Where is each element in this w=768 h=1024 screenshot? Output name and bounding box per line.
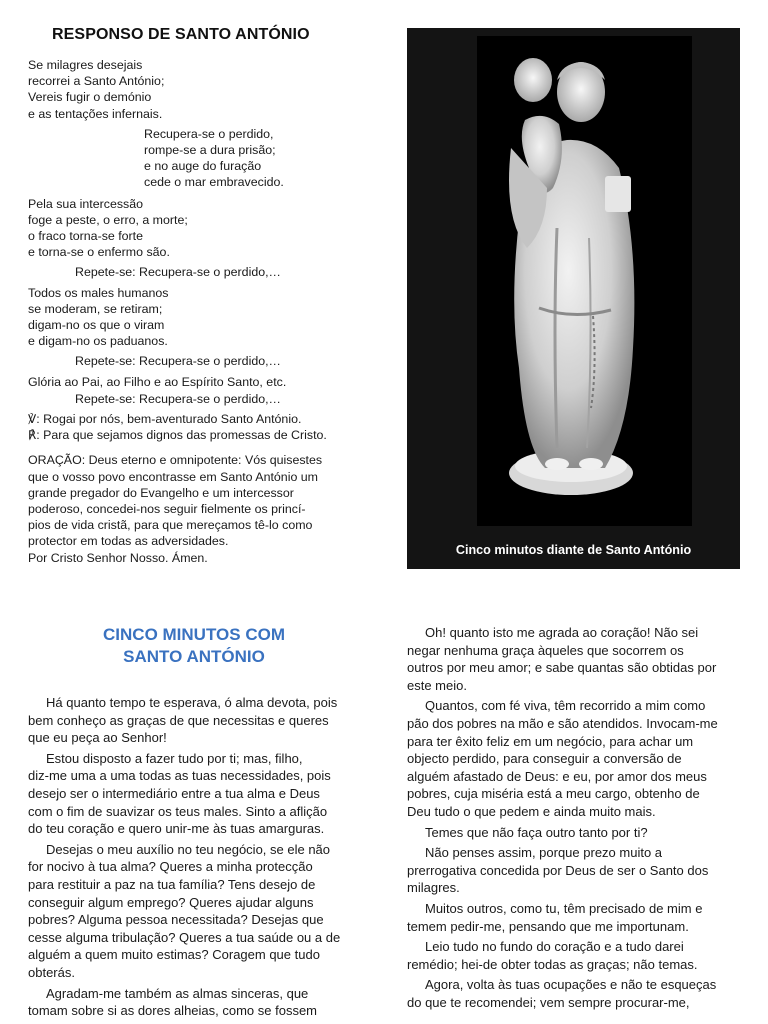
refrain (28, 126, 368, 191)
repete-line: Repete-se: Recupera-se o perdido,… (75, 265, 281, 280)
text-line: Muitos outros, como tu, têm precisado de mim e (425, 900, 703, 916)
paragraph (28, 841, 362, 982)
text-line: alguém afastado de Deus: e eu, por amor dos meus (407, 768, 707, 784)
verse-line: Vereis fugir o demónio (28, 90, 152, 105)
text-line: Oh! quanto isto me agrada ao coração! Não sei (425, 625, 699, 640)
text-line: Deu tudo o que pedem e ainda muito mais. (407, 803, 656, 819)
oracao-line: protector em todas as adversidades. (28, 534, 229, 549)
paragraph (28, 750, 362, 838)
verse-line: e digam-no os paduanos. (28, 334, 168, 349)
text-line: tomam sobre si as dores alheias, como se fossem (28, 1003, 318, 1019)
oracao-line: grande pregador do Evangelho e um intercessor (28, 485, 294, 500)
right-column-text (407, 624, 741, 1014)
text-line: cesse alguma tribulação? Queres a tua saúde ou a de (28, 929, 341, 945)
text-line: Não penses assim, porque prezo muito a (425, 845, 663, 861)
repete-line: Repete-se: Recupera-se o perdido,… (75, 391, 281, 406)
left-column-text (28, 694, 362, 1023)
text-line: diz-me uma a uma todas as tuas necessidades, pois (28, 768, 331, 784)
text-line: pão dos pobres na mão e são atendidos. Invocam-me (407, 715, 718, 731)
text-line: Leio tudo no fundo do coração e a tudo darei (425, 939, 684, 955)
paragraph (407, 624, 741, 694)
text-line: Há quanto tempo te esperava, ó alma devota, pois (46, 695, 338, 710)
text-line: outros por meu amor; e sabe quantas são obtidas por (407, 660, 717, 676)
text-line: Agradam-me também as almas sinceras, que (46, 985, 309, 1001)
paragraph (407, 938, 741, 973)
paragraph (28, 694, 362, 747)
statue-illustration (407, 28, 740, 569)
verse-line: recorrei a Santo António; (28, 74, 165, 89)
text-line: Temes que não faça outro tanto por ti? (425, 824, 648, 840)
text-line: remédio; hei-de obter todas as graças; não temas. (407, 956, 698, 972)
verse-line: Pela sua intercessão (28, 196, 144, 211)
responso-prayer (28, 57, 368, 566)
section-title (28, 624, 360, 668)
text-line: do teu coração e quero unir-me às tuas amarguras. (28, 821, 325, 837)
refrain-line: Recupera-se o perdido, (144, 126, 274, 141)
text-line: obterás. (28, 964, 75, 980)
refrain-line: rompe-se a dura prisão; (144, 143, 276, 158)
response-line (28, 427, 368, 443)
text-line: Estou disposto a fazer tudo por ti; mas, filho, (46, 750, 303, 766)
section-title-line: CINCO MINUTOS COM (103, 625, 285, 644)
section-title-line: SANTO ANTÓNIO (123, 647, 265, 666)
stanza-1 (28, 57, 368, 122)
oracao-line: pios de vida cristã, para que mereçamos tê-lo como (28, 518, 313, 533)
response-text: : Para que sejamos dignos das promessas de Cristo. (36, 428, 327, 443)
paragraph (407, 976, 741, 1011)
text-line: conseguir algum emprego? Queres ajudar alguns (28, 894, 314, 910)
oracao-line: poderoso, concedei-nos seguir fielmente os princí- (28, 502, 306, 517)
versicle-line (28, 411, 368, 427)
text-line: milagres. (407, 880, 460, 896)
oracao-line: ORAÇÃO: Deus eterno e omnipotente: Vós quisestes (28, 453, 323, 468)
oracao-line: Por Cristo Senhor Nosso. Ámen. (28, 550, 208, 565)
text-line: alguém a quem muito estimas? Coragem que tudo (28, 947, 320, 963)
text-line: bem conheço as graças de que necessitas e queres (28, 712, 329, 728)
stanza-2 (28, 196, 368, 261)
stanza-3 (28, 285, 368, 350)
text-line: Agora, volta às tuas ocupações e não te esqueças (425, 977, 717, 993)
refrain-line: cede o mar embravecido. (144, 175, 284, 190)
prayer-title: RESPONSO DE SANTO ANTÓNIO (52, 26, 310, 43)
text-line: temem pedir-me, pensando que me importunam. (407, 918, 689, 934)
verse-line: se moderam, se retiram; (28, 301, 163, 316)
paragraph (407, 697, 741, 820)
text-line: Quantos, com fé viva, têm recorrido a mim como (425, 698, 706, 714)
text-line: para ter êxito feliz em um negócio, para achar um (407, 733, 694, 749)
text-line: for nocivo à tua alma? Queres a minha protecção (28, 859, 313, 875)
versicle-symbol: ℣ (28, 412, 37, 427)
text-line: desejo ser o intermediário entre a tua alma e Deus (28, 785, 320, 801)
paragraph (407, 824, 741, 842)
photo-caption: Cinco minutos diante de Santo António (455, 543, 692, 557)
text-line: que eu peça ao Senhor! (28, 730, 167, 746)
gloria-line: Glória ao Pai, ao Filho e ao Espírito Santo, etc. (28, 374, 287, 389)
text-line: para restituir a paz na tua família? Tens desejo de (28, 876, 316, 892)
text-line: Desejas o meu auxílio no teu negócio, se ele não (46, 841, 331, 857)
refrain-line: e no auge do furação (144, 159, 262, 174)
versicle-text: : Rogai por nós, bem-aventurado Santo António. (36, 412, 302, 427)
verse-line: Se milagres desejais (28, 58, 143, 72)
oracao-paragraph (28, 452, 368, 565)
text-line: prerrogativa concedida por Deus de ser o Santo dos (407, 862, 709, 878)
text-line: pobres, cuja miséria está a meu cargo, obtenho de (407, 786, 700, 802)
oracao-line: que o vosso povo encontrasse em Santo António um (28, 469, 318, 484)
verse-line: foge a peste, o erro, a morte; (28, 212, 188, 227)
response-symbol: ℟ (28, 428, 37, 443)
saint-anthony-statue-photo (407, 28, 740, 569)
text-line: objecto perdido, para conseguir a conversão de (407, 751, 682, 767)
paragraph (28, 985, 362, 1020)
paragraph (407, 900, 741, 935)
text-line: pobres? Alguma pessoa necessitada? Desejas que (28, 912, 324, 928)
text-line: este meio. (407, 677, 467, 693)
text-line: do que te recomendei; vem sempre procurar-me, (407, 994, 690, 1010)
verse-line: e torna-se o enfermo são. (28, 245, 170, 260)
verse-line: Todos os males humanos (28, 285, 169, 300)
paragraph (407, 844, 741, 897)
text-line: com o fim de suavizar os teus males. Sinto a aflição (28, 803, 328, 819)
text-line: negar nenhuma graça àqueles que socorrem os (407, 642, 684, 658)
verse-line: digam-no os que o viram (28, 318, 165, 333)
verse-line: o fraco torna-se forte (28, 229, 144, 244)
repete-line: Repete-se: Recupera-se o perdido,… (75, 354, 281, 369)
verse-line: e as tentações infernais. (28, 106, 163, 121)
